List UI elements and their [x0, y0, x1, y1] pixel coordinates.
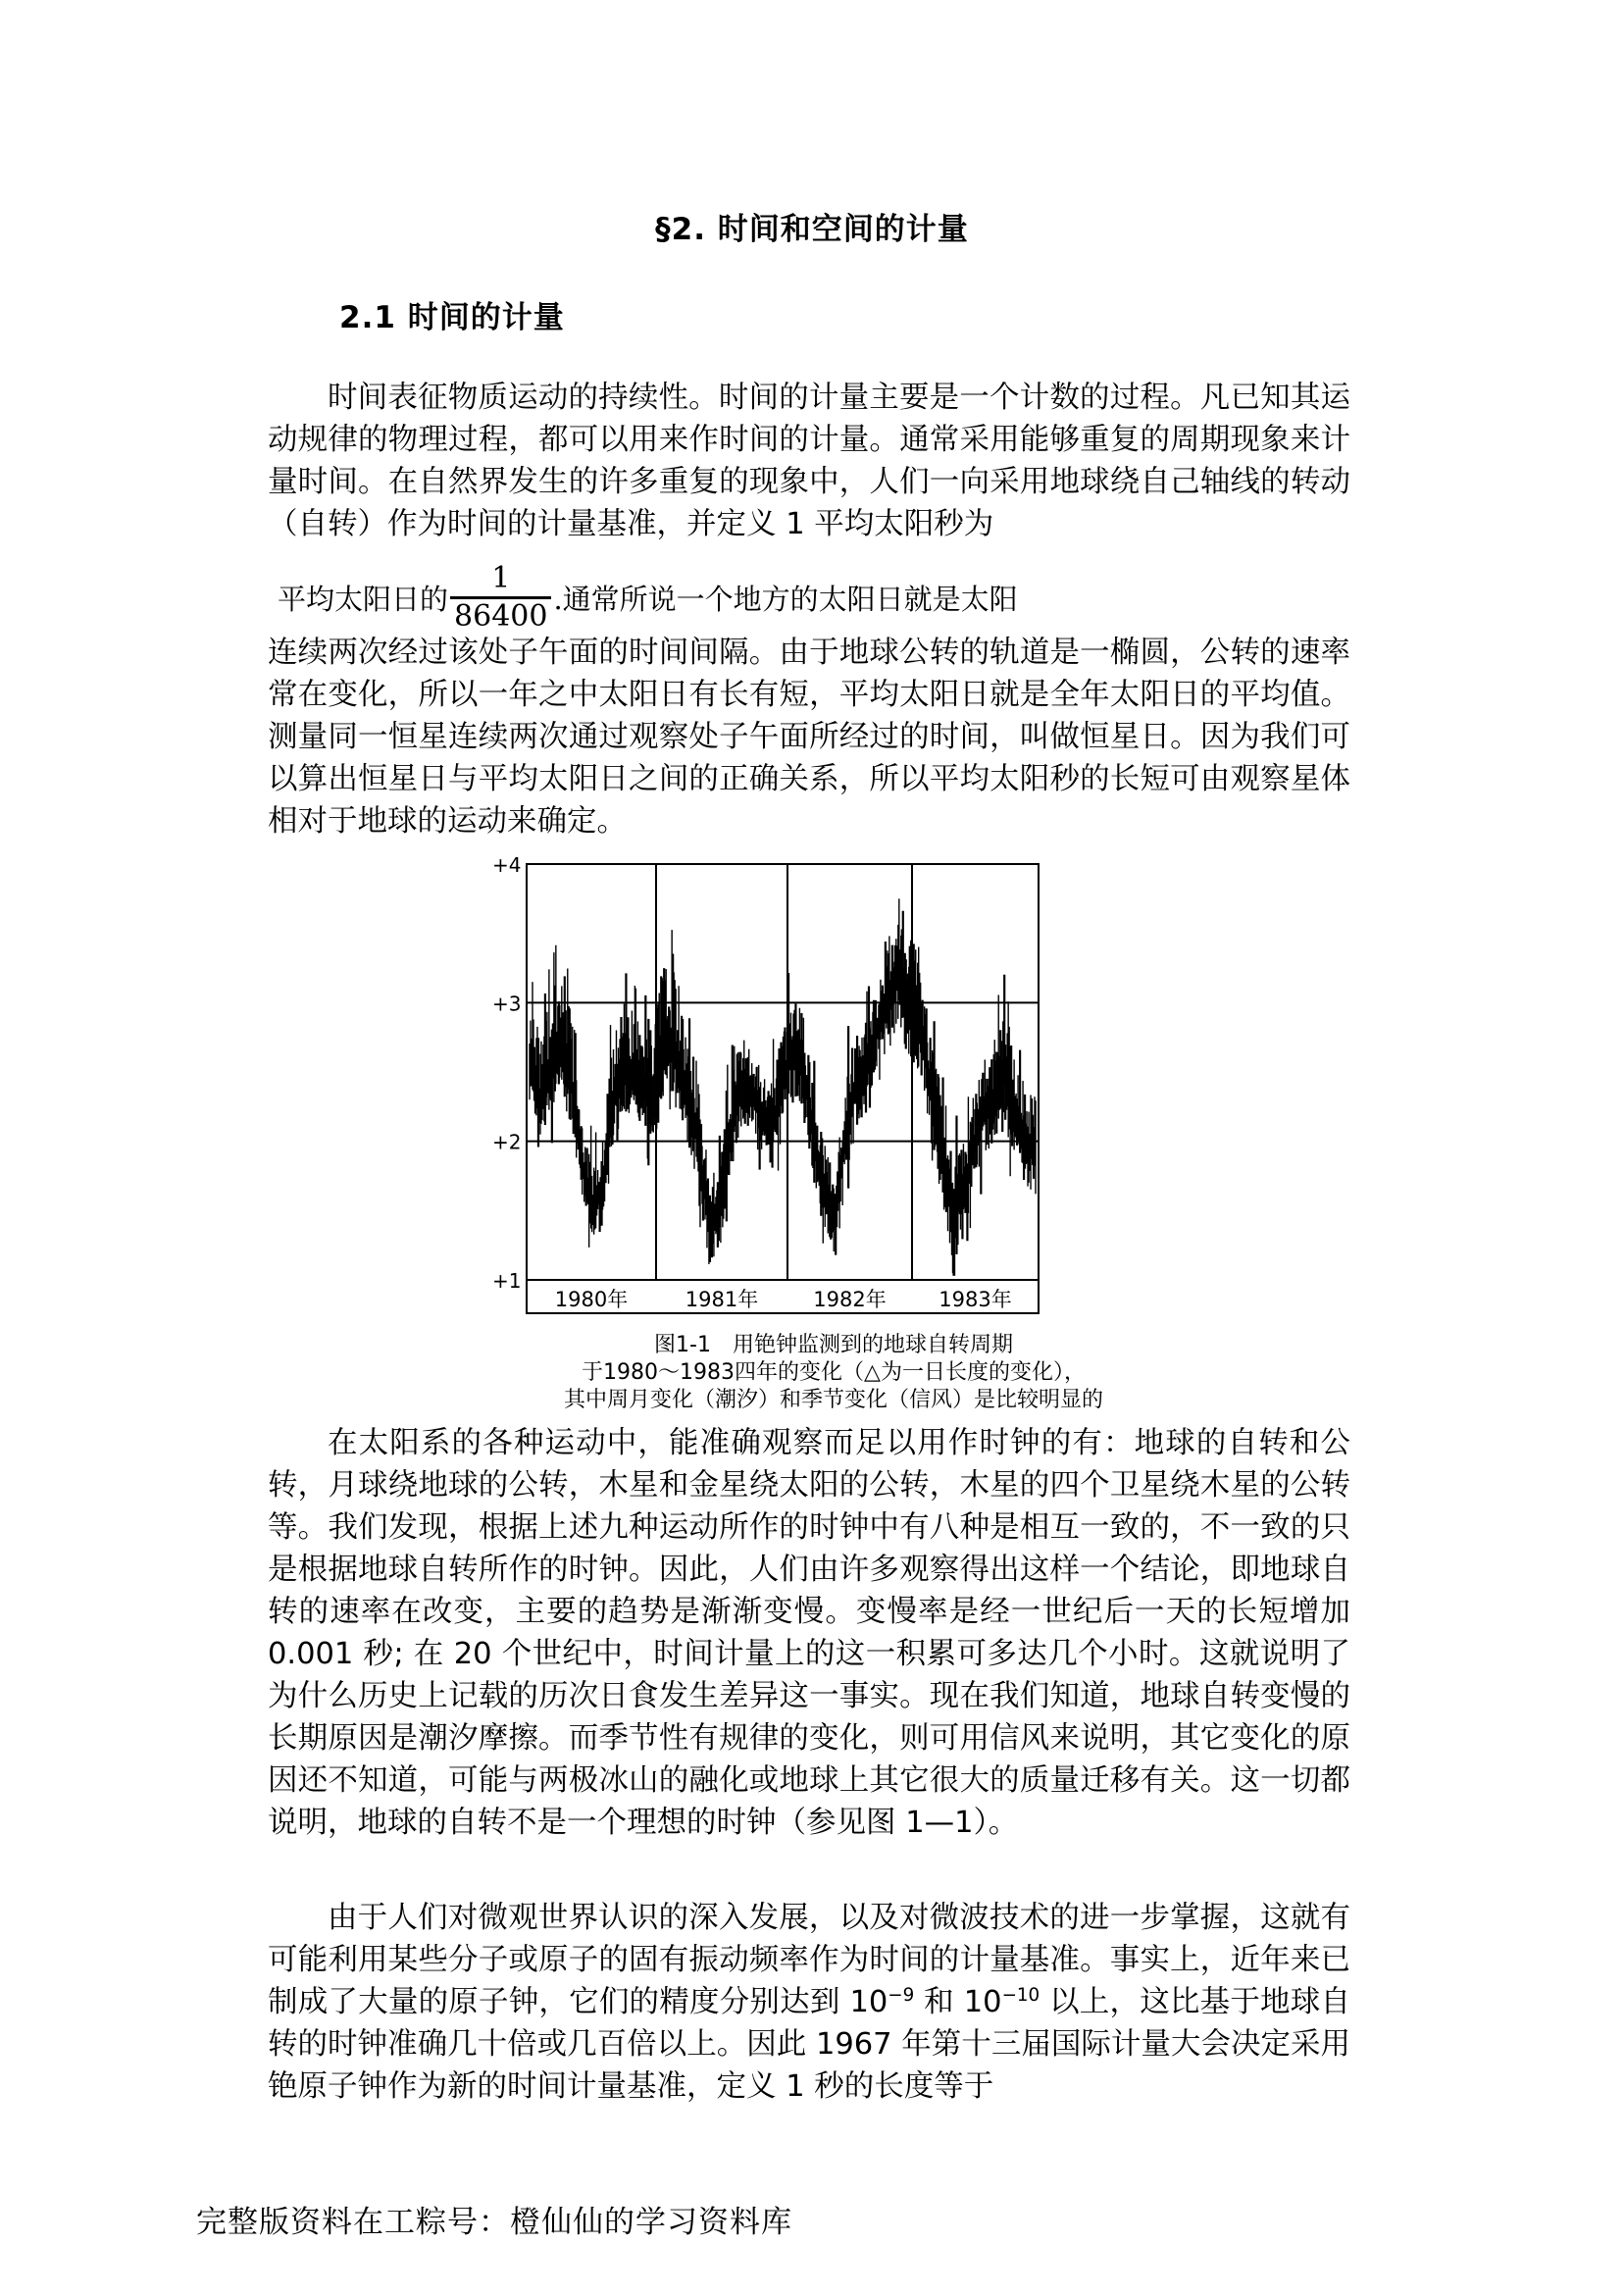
lod-data-bars: [530, 898, 1036, 1275]
footer-note: 完整版资料在工粽号：橙仙仙的学习资料库: [196, 2205, 792, 2240]
paragraph-3-text: [268, 1897, 1350, 2108]
figure-caption: [490, 1332, 1177, 1414]
fraction-trail-text: .通常所说一个地方的太阳日就是太阳: [553, 583, 1018, 616]
paragraph-1-part-a: [268, 377, 1350, 545]
y-tick-label: +4: [492, 853, 522, 877]
x-year-label: 1981年: [685, 1288, 759, 1311]
y-tick-label: +3: [492, 992, 522, 1016]
y-tick-label: +2: [492, 1130, 522, 1154]
figure-1-1-chart: [490, 853, 1098, 1324]
y-tick-label: +1: [492, 1269, 522, 1293]
exponent-2: −10: [1001, 1984, 1040, 2006]
paragraph-3: [268, 1897, 1350, 2108]
x-year-label: 1980年: [554, 1288, 629, 1311]
fraction-1-over-86400: [450, 561, 551, 635]
exponent-1: −9: [888, 1984, 915, 2006]
caption-line-2: 于1980～1983四年的变化（△为一日长度的变化），: [582, 1360, 1086, 1385]
fraction-lead-text: 平均太阳日的: [278, 583, 449, 616]
caption-line-3: 其中周月变化（潮汐）和季节变化（信风）是比较明显的: [563, 1388, 1103, 1412]
paragraph-3-text-a: 由于人们对微观世界认识的深入发展，以及对微波技术的进一步掌握，这就有可能利用某些分子或原子的固有振动频率作为时间的计量基准。事实上，近年来已制成了大量的原子钟，它们的精度分别达到 10: [268, 1901, 1350, 2019]
caption-line-1: 图1-1 用铯钟监测到的地球自转周期: [654, 1333, 1013, 1357]
subsection-title: 2.1 时间的计量: [339, 300, 565, 335]
x-year-label: 1983年: [939, 1288, 1012, 1311]
paragraph-1-continued-text: 连续两次经过该处子午面的时间间隔。由于地球公转的轨道是一椭圆，公转的速率常在变化，所以一年之中太阳日有长有短，平均太阳日就是全年太阳日的平均值。测量同一恒星连续两次通过观察处子午面所经过的时间，叫做恒星日。因为我们可以算出恒星日与平均太阳日之间的正确关系，所以平均太阳秒的长短可由观察星体相对于地球的运动来确定。: [268, 636, 1350, 839]
section-title: §2. 时间和空间的计量: [655, 212, 969, 247]
paragraph-2: [268, 1422, 1350, 1844]
paragraph-3-text-c: 以上，这比基于地球自转的时钟准确几十倍或几百倍以上。因此 1967 年第十三届国际计量大会决定采用铯原子钟作为新的时间计量基准，定义 1 秒的长度等于: [268, 1985, 1350, 2104]
fraction-numerator: 1: [491, 561, 511, 595]
lod-chart-svg: [490, 853, 1098, 1324]
paragraph-3-text-b: 和 10: [914, 1985, 1002, 2019]
paragraph-1-part-b: [268, 632, 1350, 842]
fraction-denominator: 86400: [450, 596, 551, 635]
paragraph-1-text: 时间表征物质运动的持续性。时间的计量主要是一个计数的过程。凡已知其运动规律的物理过程，都可以用来作时间的计量。通常采用能够重复的周期现象来计量时间。在自然界发生的许多重复的现象中，人们一向采用地球绕自己轴线的转动（自转）作为时间的计量基准，并定义 1 平均太阳秒为: [268, 381, 1350, 541]
x-year-label: 1982年: [813, 1288, 887, 1311]
paragraph-2-text: 在太阳系的各种运动中，能准确观察而足以用作时钟的有：地球的自转和公转，月球绕地球的公转，木星和金星绕太阳的公转，木星的四个卫星绕木星的公转等。我们发现，根据上述九种运动所作的时钟中有八种是相互一致的，不一致的只是根据地球自转所作的时钟。因此，人们由许多观察得出这样一个结论，即地球自转的速率在改变，主要的趋势是渐渐变慢。变慢率是经一世纪后一天的长短增加 0.001 秒; 在 20 个世纪中，时间计量上的这一积累可多达几个小时。这就说明了为什么历史上记载的历次日食发生差异这一事实。现在我们知道，地球自转变慢的长期原因是潮汐摩擦。而季节性有规律的变化，则可用信风来说明，其它变化的原因还不知道，可能与两极冰山的融化或地球上其它很大的质量迁移有关。这一切都说明，地球的自转不是一个理想的时钟（参见图 1—1）。: [268, 1426, 1350, 1840]
